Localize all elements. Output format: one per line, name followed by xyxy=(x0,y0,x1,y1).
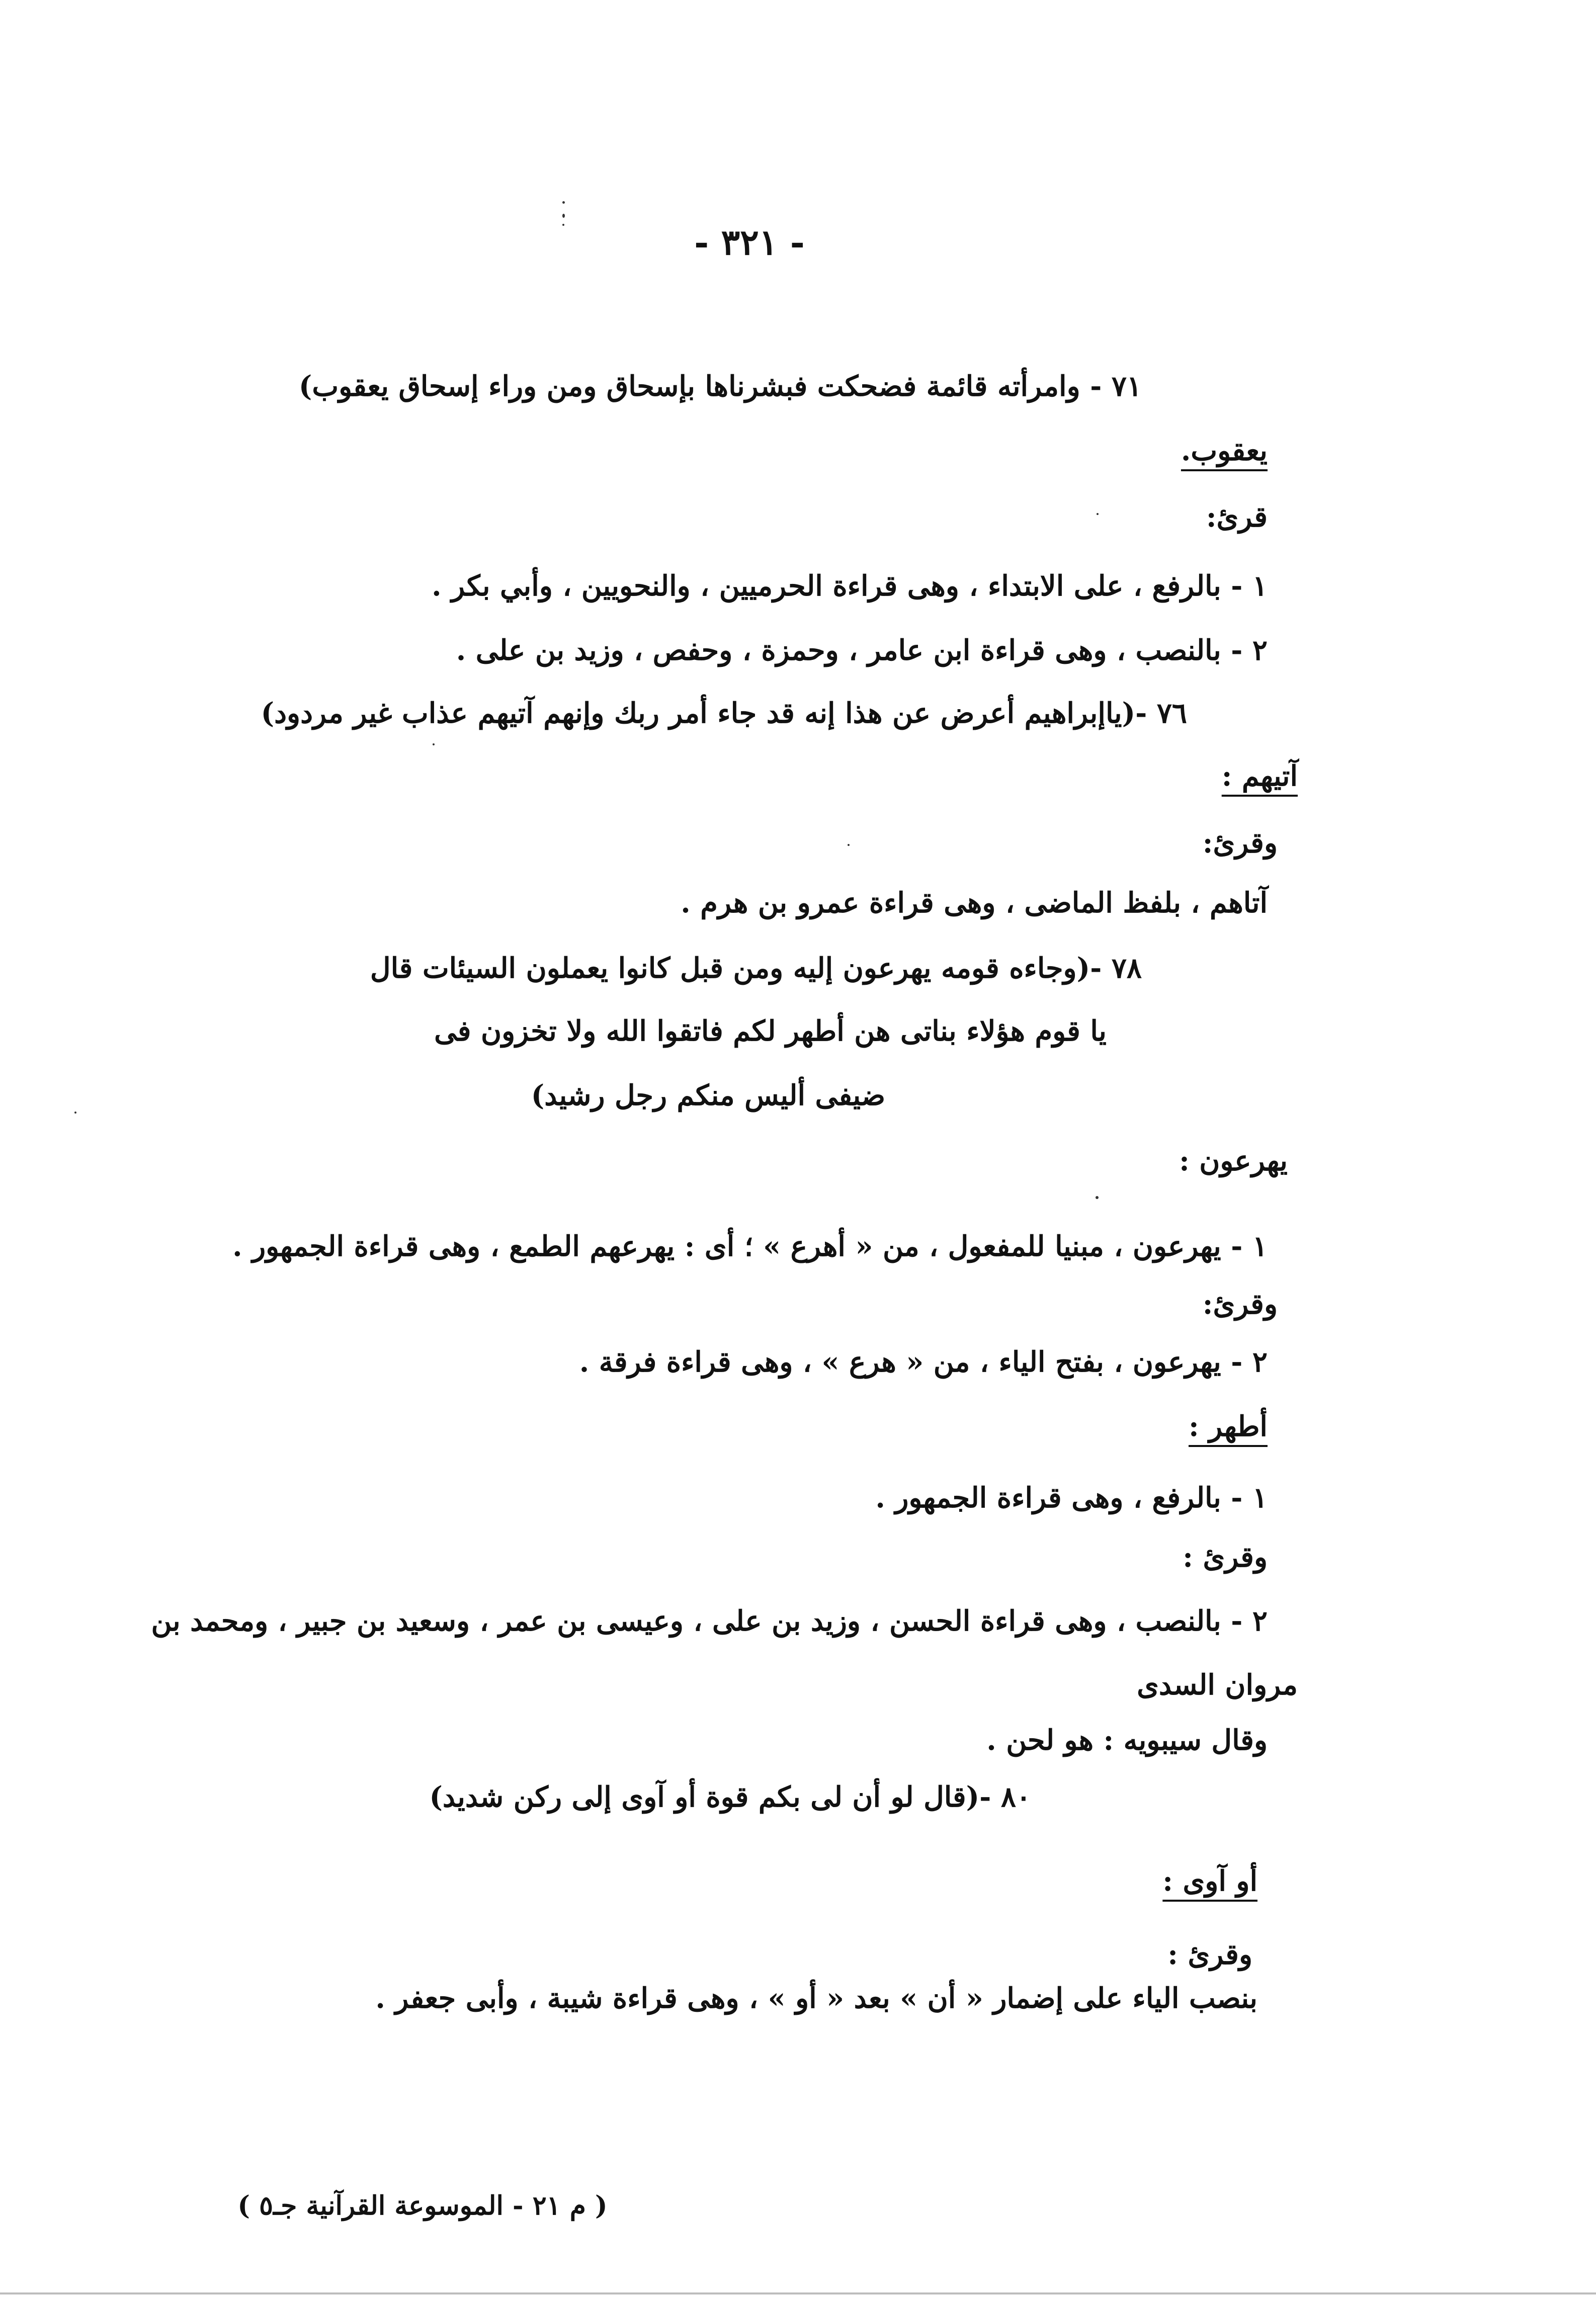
scan-speck xyxy=(74,1112,76,1114)
reading-line: ١ - بالرفع ، على الابتداء ، وهى قراءة الحرميين ، والنحويين ، وأبي بكر . xyxy=(432,569,1268,603)
qurie-label: وقرئ : xyxy=(1167,1938,1252,1971)
reading-line: بنصب الياء على إضمار « أن » بعد « أو » ، وهى قراءة شيبة ، وأبى جعفر . xyxy=(375,1982,1257,2015)
qurie-label: وقرئ : xyxy=(1183,1541,1268,1574)
reading-line: ٢ - بالنصب ، وهى قراءة ابن عامر ، وحمزة ، وحفص ، وزيد بن على . xyxy=(456,634,1268,667)
qurie-label: وقرئ: xyxy=(1202,1288,1278,1321)
reading-line: ٢ - بالنصب ، وهى قراءة الحسن ، وزيد بن على ، وعيسى بن عمر ، وسعيد بن جبير ، ومحمد بن xyxy=(151,1604,1268,1638)
reading-line: ٢ - يهرعون ، بفتح الياء ، من « هرع » ، وهى قراءة فرقة . xyxy=(579,1345,1268,1379)
verse-78-line-1: ٧٨ -(وجاءه قومه يهرعون إليه ومن قبل كانوا يعملون السيئات قال xyxy=(370,952,1142,985)
page-footer: ( م ٢١ - الموسوعة القرآنية جـ٥ ) xyxy=(237,2190,608,2221)
scan-speck xyxy=(562,224,564,226)
verse-80: ٨٠ -(قال لو أن لى بكم قوة أو آوى إلى ركن شديد) xyxy=(429,1780,1031,1814)
reading-line: ١ - بالرفع ، وهى قراءة الجمهور . xyxy=(875,1481,1268,1514)
heading-yuhraun: يهرعون : xyxy=(1179,1144,1288,1177)
sibawayh-note: وقال سيبويه : هو لحن . xyxy=(986,1724,1268,1757)
verse-71: ٧١ - وامرأته قائمة فضحكت فبشرناها بإسحاق ومن وراء إسحاق يعقوب) xyxy=(298,370,1142,403)
reading-line: ١ - يهرعون ، مبنيا للمفعول ، من « أهرع » ؛ أى : يهرعهم الطمع ، وهى قراءة الجمهور . xyxy=(232,1230,1268,1263)
page-number: - ٣٢١ - xyxy=(694,221,805,263)
page-edge-divider xyxy=(0,2292,1596,2294)
scan-speck xyxy=(848,844,850,846)
qurie-label: وقرئ: xyxy=(1202,826,1278,860)
verse-76: ٧٦ -(ياإبراهيم أعرض عن هذا إنه قد جاء أمر ربك وإنهم آتيهم عذاب غير مردود) xyxy=(261,697,1187,730)
verse-78-line-3: ضيفى أليس منكم رجل رشيد) xyxy=(531,1079,885,1112)
scan-speck xyxy=(1096,1196,1099,1199)
heading-aw-awi: أو آوى : xyxy=(1162,1864,1257,1898)
heading-atihim: آتيهم : xyxy=(1221,759,1298,793)
scan-speck xyxy=(1097,513,1099,515)
scan-speck xyxy=(562,201,565,204)
heading-yaqub: يعقوب. xyxy=(1181,434,1268,467)
heading-athar: أطهر : xyxy=(1188,1410,1268,1443)
reading-line: آتاهم ، بلفظ الماضى ، وهى قراءة عمرو بن هرم . xyxy=(681,886,1268,919)
verse-78-line-2: يا قوم هؤلاء بناتى هن أطهر لكم فاتقوا الله ولا تخزون فى xyxy=(434,1014,1107,1048)
scan-speck xyxy=(562,214,565,218)
qurie-label: قرئ: xyxy=(1206,500,1268,534)
reading-line-continued: مروان السدى xyxy=(1137,1668,1298,1702)
scan-speck xyxy=(433,743,435,745)
